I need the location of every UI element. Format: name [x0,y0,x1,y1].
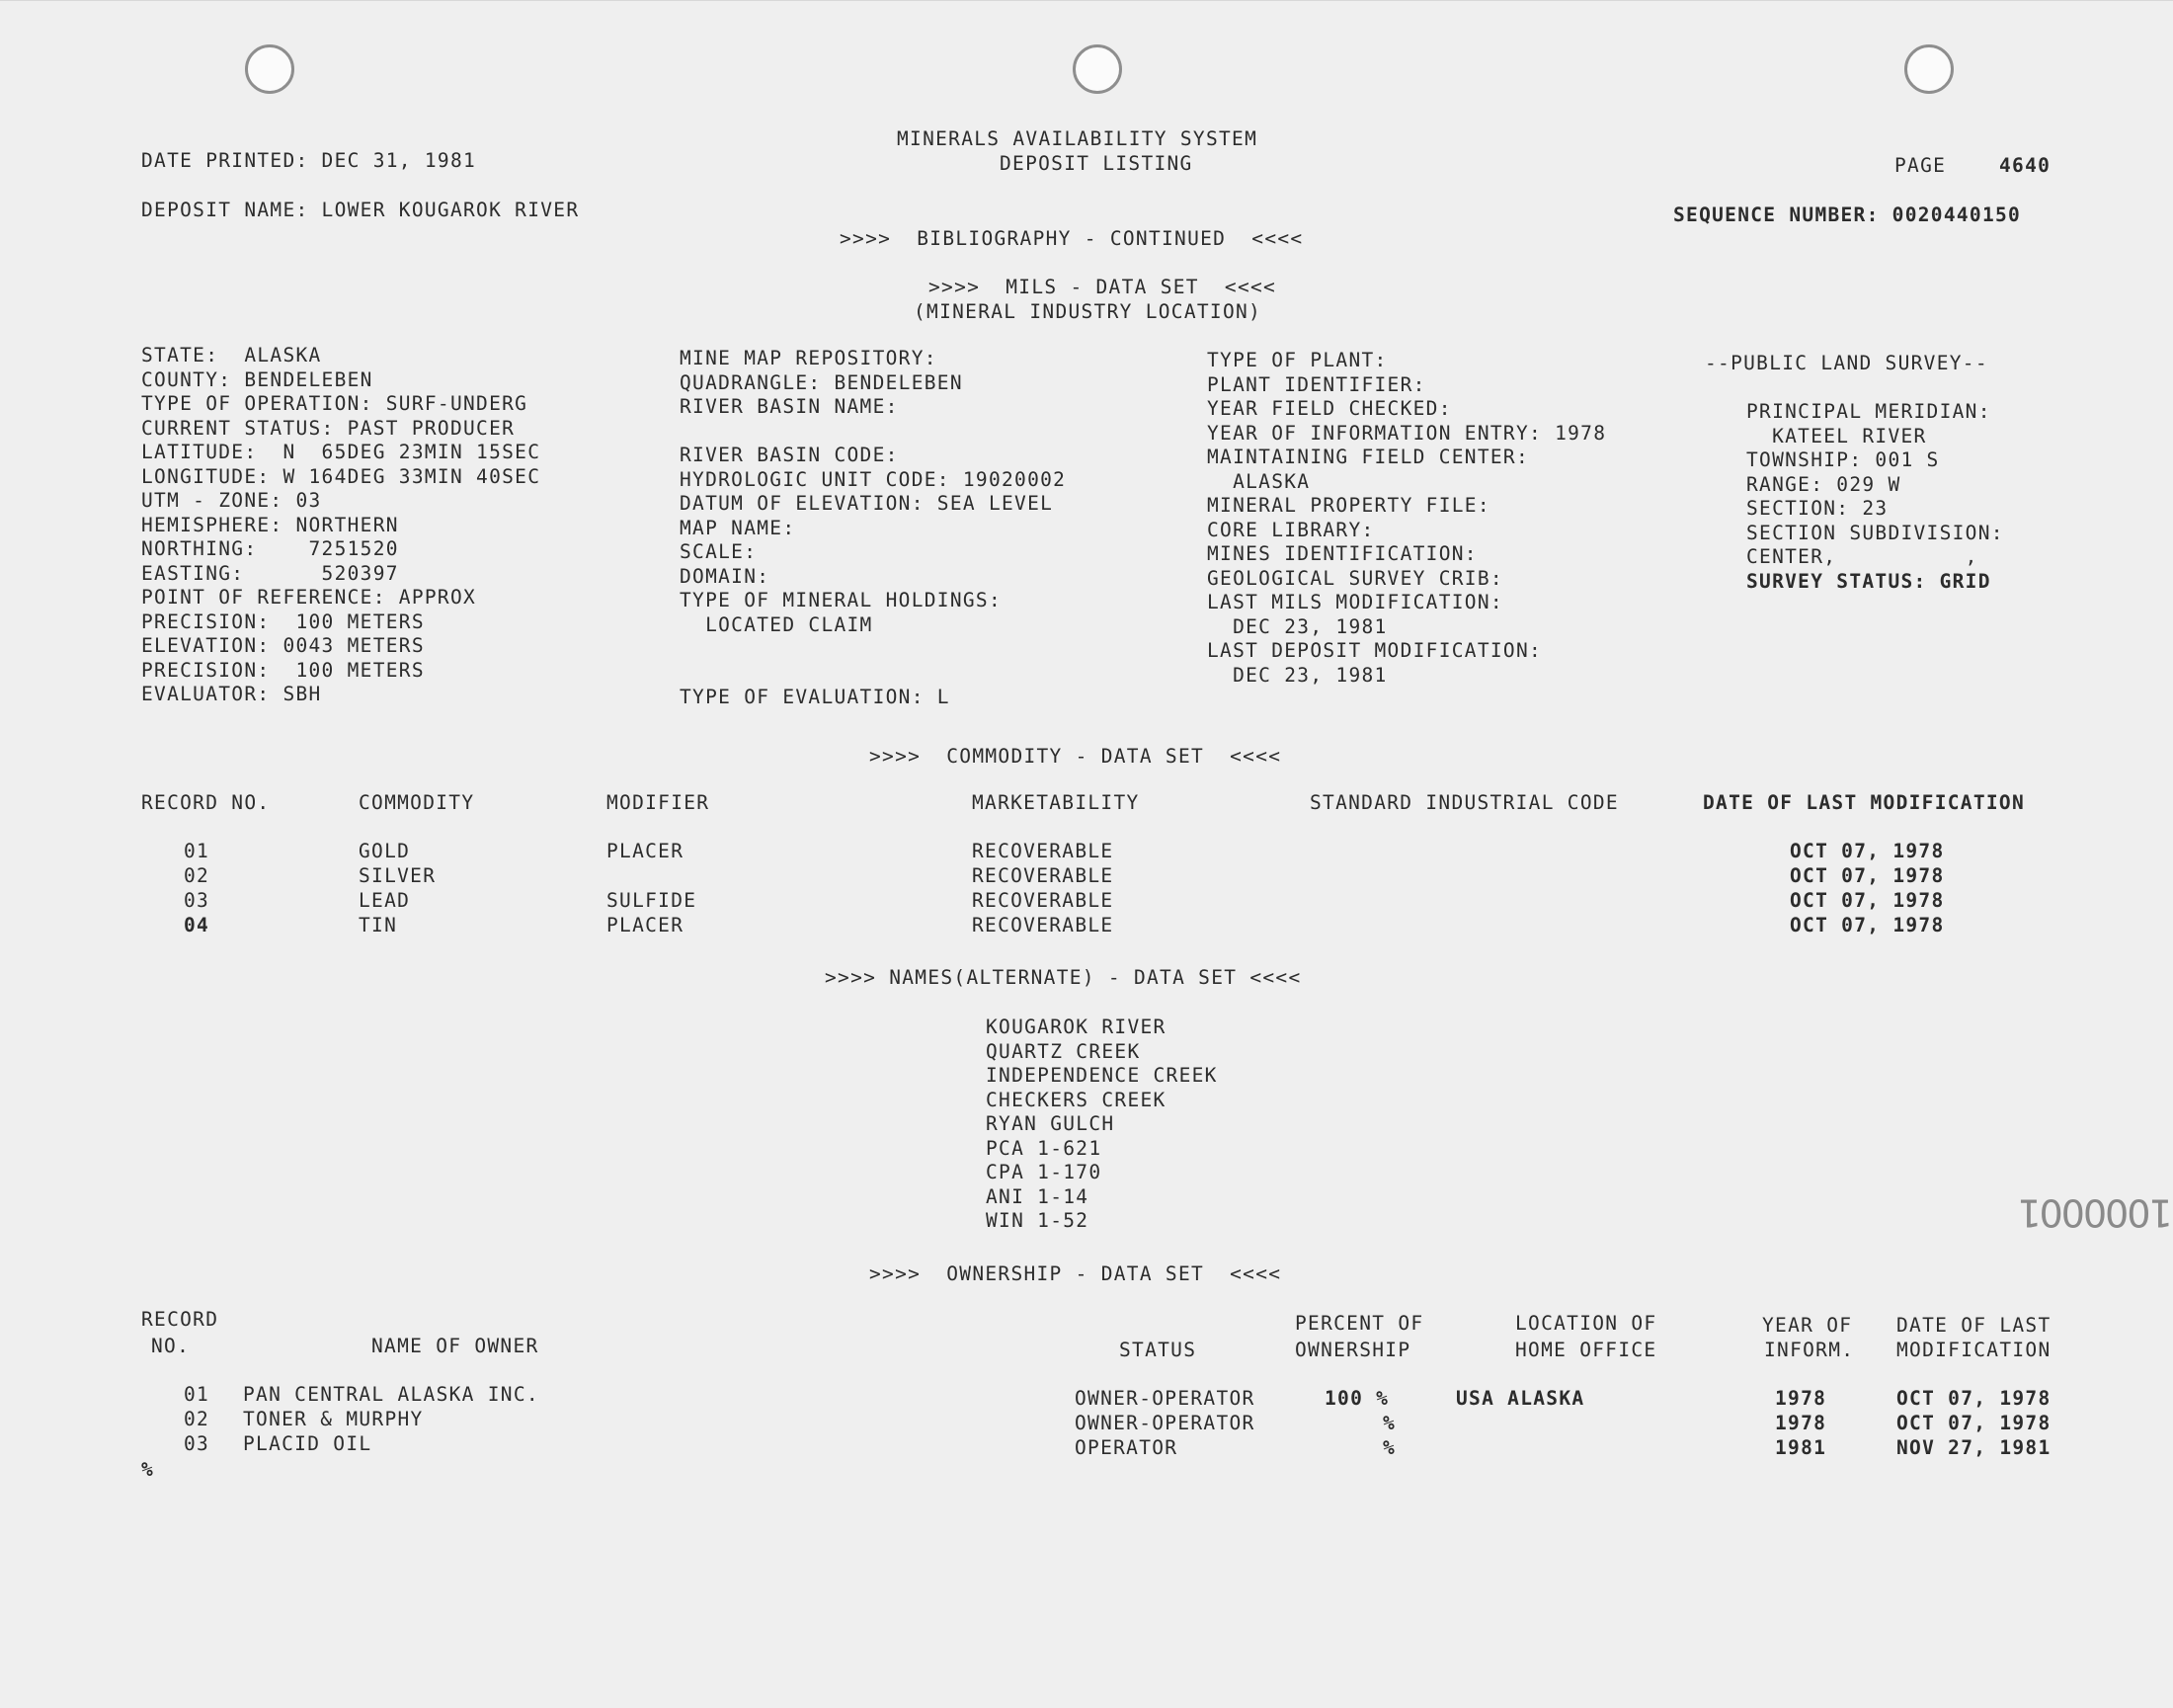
cell-record: 02 [184,864,210,887]
commodity-header-row [0,791,2173,815]
alternate-names-list [986,1016,1218,1234]
ownership-header-row-2 [0,1335,2173,1361]
mils-field: CURRENT STATUS: PAST PRODUCER [141,416,516,440]
mils-field [1705,376,2004,401]
mils-field: ELEVATION: 0043 METERS [141,634,425,657]
cell-owner-name: TONER & MURPHY [243,1408,424,1430]
table-row [0,889,2173,913]
table-row [0,914,2173,937]
end-of-listing-mark: % [141,1458,155,1481]
document-stamp-number: 1000001 [2019,1190,2173,1235]
cell-year: 1978 [1775,1387,1827,1410]
cell-date: NOV 27, 1981 [1896,1436,2052,1459]
mils-field: CENTER, , [1746,545,1978,568]
mils-field: SURVEY STATUS: GRID [1746,569,1991,593]
cell-year: 1981 [1775,1436,1827,1459]
date-printed: DATE PRINTED: DEC 31, 1981 [141,149,477,172]
col-modification: MODIFICATION [1896,1339,2052,1361]
col-location: LOCATION OF [1515,1312,1657,1335]
col-date: DATE OF LAST [1896,1314,2052,1337]
cell-owner-name: PLACID OIL [243,1432,372,1455]
listing-title: DEPOSIT LISTING [1000,152,1193,175]
mils-field: MINERAL PROPERTY FILE: [1207,494,1490,517]
cell-date: OCT 07, 1978 [1896,1387,2052,1410]
cell-date: OCT 07, 1978 [1790,840,1945,862]
cell-record: 01 [184,840,210,862]
col-owner-name: NAME OF OWNER [371,1335,539,1357]
mils-field: TYPE OF MINERAL HOLDINGS: [680,589,1002,611]
binder-hole-right [1904,44,1954,94]
table-row [0,1383,2173,1410]
cell-status: OPERATOR [1075,1436,1178,1459]
mils-field: DEC 23, 1981 [1207,614,1388,638]
cell-modifier: SULFIDE [606,889,697,912]
list-item: WIN 1-52 [986,1209,1089,1232]
mils-field: NORTHING: 7251520 [141,537,399,560]
mils-field [680,662,1066,687]
cell-marketability: RECOVERABLE [972,864,1114,887]
cell-percent: % [1383,1412,1397,1434]
mils-map-column [680,347,1066,710]
list-item: CHECKERS CREEK [986,1088,1167,1111]
mils-field: PRECISION: 100 METERS [141,658,425,682]
mils-field: EVALUATOR: SBH [141,683,322,705]
mils-field: DATUM OF ELEVATION: SEA LEVEL [680,492,1054,515]
mils-field: SCALE: [680,540,758,563]
cell-location: USA ALASKA [1456,1387,1585,1410]
mils-field: DEC 23, 1981 [1207,663,1388,687]
page-label: PAGE [1894,154,1947,177]
mils-field: TYPE OF OPERATION: SURF-UNDERG [141,392,528,415]
mils-field: DOMAIN: [680,564,770,588]
list-item: INDEPENDENCE CREEK [986,1064,1218,1087]
table-row [0,1408,2173,1434]
mils-field [680,420,1066,445]
col-sic: STANDARD INDUSTRIAL CODE [1310,791,1619,814]
cell-marketability: RECOVERABLE [972,914,1114,936]
mils-field: YEAR OF INFORMATION ENTRY: 1978 [1207,421,1607,445]
mils-field: POINT OF REFERENCE: APPROX [141,586,477,609]
mils-field: RANGE: 029 W [1746,472,1901,496]
cell-commodity: TIN [359,914,398,936]
cell-commodity: SILVER [359,864,437,887]
mils-heading: >>>> MILS - DATA SET <<<< [928,276,1277,298]
cell-marketability: RECOVERABLE [972,889,1114,912]
cell-marketability: RECOVERABLE [972,840,1114,862]
mils-field: MINE MAP REPOSITORY: [680,347,937,369]
cell-modifier: PLACER [606,840,684,862]
mils-field: SECTION SUBDIVISION: [1746,521,2004,544]
mils-field: RIVER BASIN CODE: [680,444,899,466]
mils-field: MAP NAME: [680,516,796,539]
page-number: 4640 [1999,154,2052,177]
mils-plant-column [1207,349,1606,688]
commodity-heading: >>>> COMMODITY - DATA SET <<<< [869,745,1282,768]
col-ownership: OWNERSHIP [1295,1339,1411,1361]
mils-field: HYDROLOGIC UNIT CODE: 19020002 [680,467,1067,491]
cell-date: OCT 07, 1978 [1896,1412,2052,1434]
mils-field: RIVER BASIN NAME: [680,395,899,418]
mils-field: STATE: ALASKA [141,344,322,366]
table-row [0,840,2173,863]
mils-field: TOWNSHIP: 001 S [1746,448,1940,471]
binder-hole-center [1073,44,1122,94]
ownership-header-row-1 [0,1308,2173,1337]
cell-commodity: LEAD [359,889,411,912]
mils-field: PRECISION: 100 METERS [141,610,425,633]
mils-field: TYPE OF EVALUATION: L [680,686,950,708]
mils-field: COUNTY: BENDELEBEN [141,367,373,391]
cell-record: 03 [184,1432,210,1455]
system-title: MINERALS AVAILABILITY SYSTEM [897,127,1258,150]
cell-owner-name: PAN CENTRAL ALASKA INC. [243,1383,539,1406]
table-row [0,1432,2173,1459]
cell-modifier [606,864,619,888]
cell-commodity: GOLD [359,840,411,862]
mils-field: SECTION: 23 [1746,497,1889,520]
col-marketability: MARKETABILITY [972,791,1140,814]
mils-subtitle: (MINERAL INDUSTRY LOCATION) [914,300,1262,323]
cell-date: OCT 07, 1978 [1790,864,1945,887]
col-record-no: RECORD NO. [141,791,271,814]
col-status: STATUS [1119,1339,1197,1361]
binder-hole-left [245,44,294,94]
list-item: CPA 1-170 [986,1161,1102,1183]
table-row [0,864,2173,888]
mils-field: PLANT IDENTIFIER: [1207,372,1426,396]
mils-field: LONGITUDE: W 164DEG 33MIN 40SEC [141,464,541,488]
cell-date: OCT 07, 1978 [1790,889,1945,912]
cell-date: OCT 07, 1978 [1790,914,1945,936]
mils-field: TYPE OF PLANT: [1207,349,1388,371]
col-modifier: MODIFIER [606,791,710,814]
mils-field: QUADRANGLE: BENDELEBEN [680,370,963,394]
ownership-heading: >>>> OWNERSHIP - DATA SET <<<< [869,1262,1282,1285]
col-year: YEAR OF [1762,1314,1853,1337]
col-home-office: HOME OFFICE [1515,1339,1657,1361]
names-heading: >>>> NAMES(ALTERNATE) - DATA SET <<<< [825,966,1302,989]
mils-field: PRINCIPAL MERIDIAN: [1746,400,1991,423]
col-percent: PERCENT OF [1295,1312,1424,1335]
list-item: QUARTZ CREEK [986,1039,1141,1063]
mils-field: LAST MILS MODIFICATION: [1207,591,1503,613]
mils-field: MAINTAINING FIELD CENTER: [1207,446,1529,468]
cell-status: OWNER-OPERATOR [1075,1412,1255,1434]
mils-field: EASTING: 520397 [141,561,399,585]
mils-field: GEOLOGICAL SURVEY CRIB: [1207,566,1503,590]
bibliography-continued-heading: >>>> BIBLIOGRAPHY - CONTINUED <<<< [840,227,1304,250]
cell-status: OWNER-OPERATOR [1075,1387,1255,1410]
col-date-last-mod: DATE OF LAST MODIFICATION [1703,791,2025,814]
mils-field: KATEEL RIVER [1746,424,1927,447]
cell-record: 04 [184,914,210,936]
cell-location [1456,1436,1469,1460]
cell-percent: % [1383,1436,1397,1459]
mils-field: ALASKA [1207,469,1311,493]
mils-field: LAST DEPOSIT MODIFICATION: [1207,639,1543,662]
list-item: KOUGAROK RIVER [986,1016,1167,1038]
cell-modifier: PLACER [606,914,684,936]
cell-percent: 100 % [1325,1387,1390,1410]
list-item: ANI 1-14 [986,1184,1089,1208]
mils-field: YEAR FIELD CHECKED: [1207,397,1452,420]
mils-field: HEMISPHERE: NORTHERN [141,513,399,536]
mils-field: CORE LIBRARY: [1207,518,1375,541]
deposit-name: DEPOSIT NAME: LOWER KOUGAROK RIVER [141,199,580,221]
cell-record: 03 [184,889,210,912]
mils-field: LATITUDE: N 65DEG 23MIN 15SEC [141,441,541,463]
col-record-no: NO. [151,1335,191,1357]
mils-field: LOCATED CLAIM [680,612,873,636]
survey-heading: --PUBLIC LAND SURVEY-- [1705,352,1988,374]
col-commodity: COMMODITY [359,791,475,814]
list-item: RYAN GULCH [986,1112,1115,1135]
mils-field [680,637,1066,662]
mils-location-column [141,344,540,707]
sequence-number: SEQUENCE NUMBER: 0020440150 [1673,203,2022,226]
cell-record: 01 [184,1383,210,1406]
public-land-survey-column [1705,352,2004,594]
mils-field: MINES IDENTIFICATION: [1207,542,1478,565]
mils-field: UTM - ZONE: 03 [141,489,322,512]
list-item: PCA 1-621 [986,1136,1102,1160]
col-record: RECORD [141,1308,219,1331]
cell-record: 02 [184,1408,210,1430]
cell-year: 1978 [1775,1412,1827,1434]
col-inform: INFORM. [1764,1339,1855,1361]
